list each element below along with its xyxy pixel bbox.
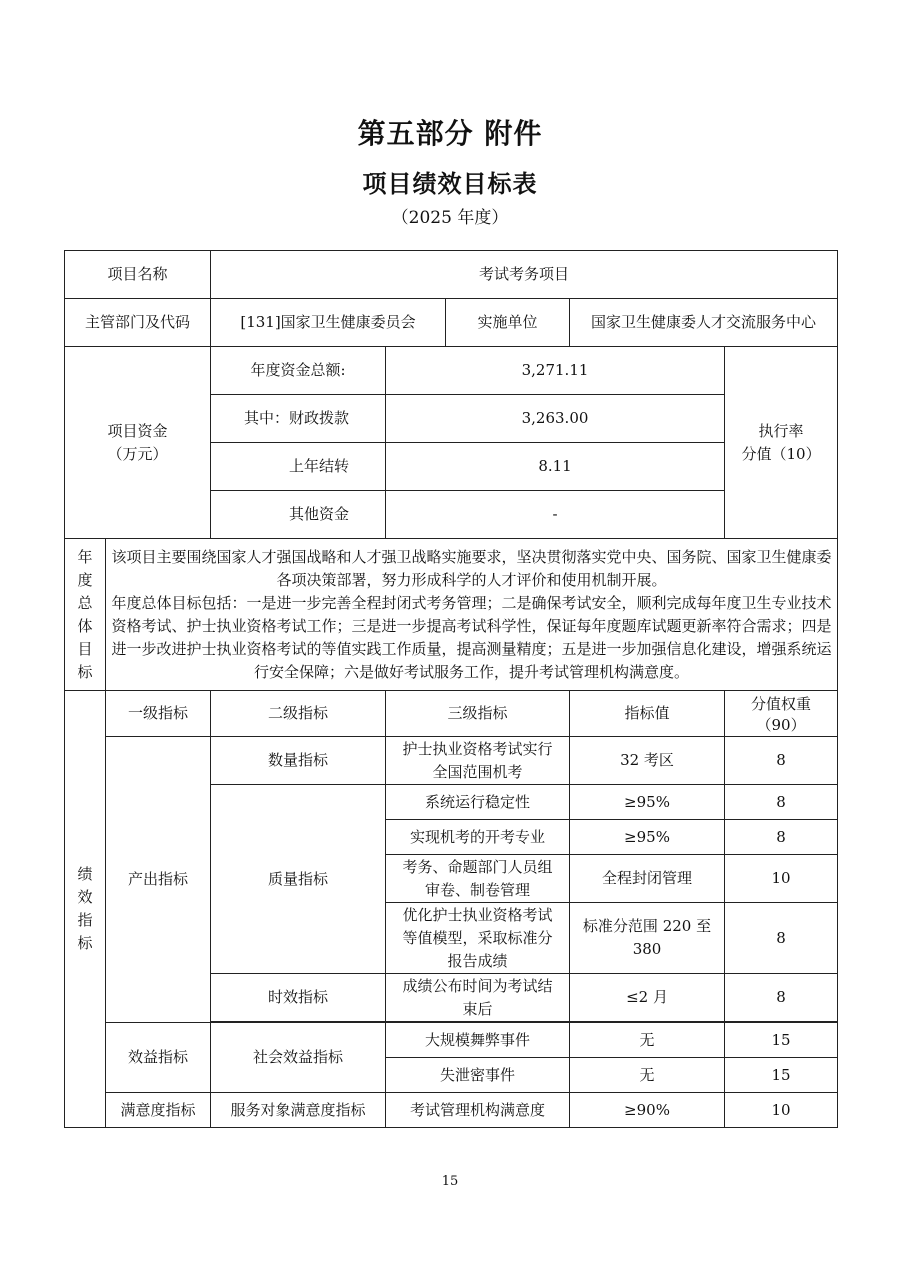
row-funds-total: [65, 347, 838, 395]
goal-char: 目: [77, 639, 93, 658]
funds-other-value: -: [386, 491, 725, 539]
dept-label: 主管部门及代码: [65, 299, 211, 347]
header-level2: 二级指标: [211, 691, 386, 737]
impl-label: 实施单位: [446, 299, 570, 347]
header-level1: 一级指标: [106, 691, 211, 737]
l3-cell: 失泄密事件: [386, 1058, 570, 1093]
satisfaction-label: 满意度指标: [106, 1093, 211, 1128]
funds-fiscal-label: 其中：财政拨款: [211, 395, 386, 443]
l3-cell: 考试管理机构满意度: [386, 1093, 570, 1128]
value-cell: ≥95%: [570, 820, 725, 855]
l3-cell: 护士执业资格考试实行全国范围机考: [386, 737, 570, 785]
l3-cell: 实现机考的开考专业: [386, 820, 570, 855]
table-title: 项目绩效目标表: [362, 170, 538, 198]
goal-char: 度: [77, 570, 93, 589]
table-row: [65, 737, 838, 785]
row-department: [65, 299, 838, 347]
performance-target-table: [64, 250, 838, 1128]
service-satisfaction-label: 服务对象满意度指标: [211, 1093, 386, 1128]
weight-cell: 8: [725, 737, 838, 785]
weight-cell: 8: [725, 974, 838, 1022]
output-label: 产出指标: [106, 737, 211, 1023]
l3-cell: 大规模舞弊事件: [386, 1023, 570, 1058]
project-name-value: 考试考务项目: [211, 251, 838, 299]
weight-cell: 15: [725, 1058, 838, 1093]
weight-cell: 10: [725, 1093, 838, 1128]
l3-cell: 考务、命题部门人员组审卷、制卷管理: [386, 855, 570, 903]
value-cell: 标准分范围 220 至 380: [570, 903, 725, 974]
annual-goal-label: [65, 539, 106, 691]
page-number: 15: [441, 1174, 459, 1189]
value-cell: ≤2 月: [570, 974, 725, 1022]
weight-cell: 8: [725, 903, 838, 974]
value-cell: 无: [570, 1023, 725, 1058]
header-level3: 三级指标: [386, 691, 570, 737]
page-title: 第五部分 附件: [357, 117, 543, 150]
execution-rate-line1: 执行率: [758, 421, 804, 440]
project-name-label: 项目名称: [65, 251, 211, 299]
goal-char: 标: [77, 662, 93, 681]
value-cell: ≥90%: [570, 1093, 725, 1128]
l3-cell: 系统运行稳定性: [386, 785, 570, 820]
goal-char: 总: [77, 593, 93, 612]
annual-goal-text: [106, 539, 838, 691]
header-weight-line2: （90）: [756, 716, 806, 734]
goal-paragraph-2: 年度总体目标包括：一是进一步完善全程封闭式考务管理；二是确保考试安全，顺利完成每年度卫生专业技术资格考试、护士执业资格考试工作；三是进一步提高考试科学性，保证每年度题库试题更新率符合需求；四是进一步改进护士执业资格考试的等值实践工作质量，提高测量精度；五是进一步加强信息化建设，增强系统运行安全保障；六是做好考试服务工作，提升考试管理机构满意度。: [111, 593, 832, 681]
quantity-label: 数量指标: [211, 737, 386, 785]
weight-cell: 8: [725, 820, 838, 855]
funds-label-line2: （万元）: [107, 444, 168, 463]
timeliness-label: 时效指标: [211, 974, 386, 1022]
header-weight: [725, 691, 838, 737]
funds-carry-label: 上年结转: [211, 443, 386, 491]
perf-char: 指: [77, 911, 93, 929]
funds-fiscal-value: 3,263.00: [386, 395, 725, 443]
execution-rate-line2: 分值（10）: [741, 444, 821, 463]
l3-cell: 成绩公布时间为考试结束后: [386, 974, 570, 1022]
value-cell: 无: [570, 1058, 725, 1093]
header-value: 指标值: [570, 691, 725, 737]
table-row: [65, 1023, 838, 1058]
table-row: [65, 1093, 838, 1128]
social-benefit-label: 社会效益指标: [211, 1023, 386, 1093]
row-project-name: [65, 251, 838, 299]
dept-value: [131]国家卫生健康委员会: [211, 299, 446, 347]
weight-cell: 8: [725, 785, 838, 820]
funds-other-label: 其他资金: [211, 491, 386, 539]
benefit-label: 效益指标: [106, 1023, 211, 1093]
value-cell: 全程封闭管理: [570, 855, 725, 903]
funds-label-line1: 项目资金: [107, 421, 168, 440]
execution-rate-cell: [725, 347, 838, 539]
perf-char: 绩: [77, 865, 93, 883]
value-cell: 32 考区: [570, 737, 725, 785]
weight-cell: 15: [725, 1023, 838, 1058]
funds-carry-value: 8.11: [386, 443, 725, 491]
perf-char: 标: [77, 934, 93, 952]
header-weight-line1: 分值权重: [751, 695, 812, 713]
l3-cell: 优化护士执业资格考试等值模型，采取标准分报告成绩: [386, 903, 570, 974]
year-label: （2025 年度）: [391, 208, 509, 228]
impl-value: 国家卫生健康委人才交流服务中心: [570, 299, 838, 347]
goal-paragraph-1: 该项目主要围绕国家人才强国战略和人才强卫战略实施要求，坚决贯彻落实党中央、国务院、国家卫生健康委各项决策部署，努力形成科学的人才评价和使用机制开展。: [111, 547, 832, 589]
quality-label: 质量指标: [211, 785, 386, 974]
weight-cell: 10: [725, 855, 838, 903]
goal-char: 体: [77, 616, 93, 635]
goal-char: 年: [77, 547, 93, 566]
row-perf-header: [65, 691, 838, 737]
funds-label: [65, 347, 211, 539]
perf-char: 效: [77, 888, 93, 906]
funds-total-label: 年度资金总额:: [211, 347, 386, 395]
perf-label: [65, 691, 106, 1128]
row-annual-goal: [65, 539, 838, 691]
value-cell: ≥95%: [570, 785, 725, 820]
funds-total-value: 3,271.11: [386, 347, 725, 395]
